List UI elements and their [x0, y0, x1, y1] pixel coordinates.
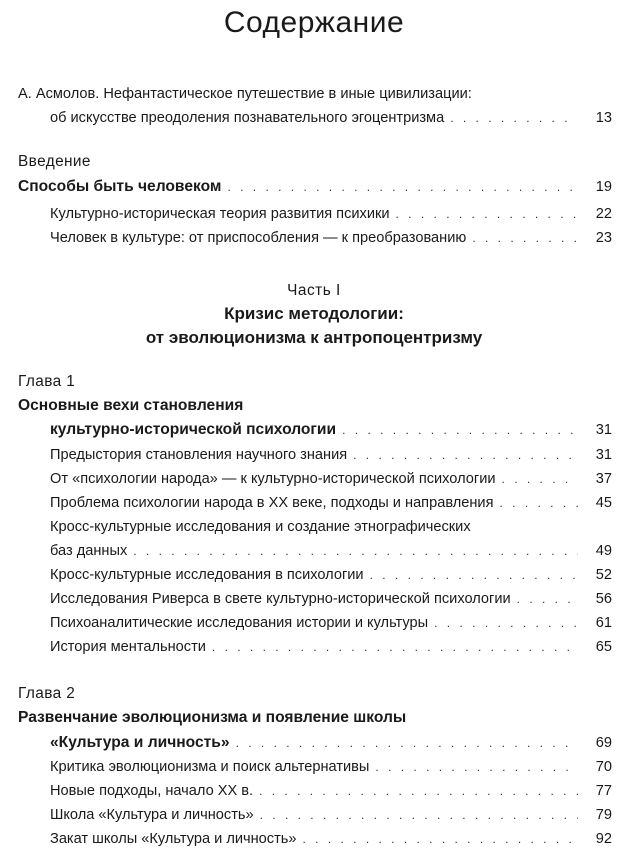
dot-leader — [212, 637, 578, 657]
part-label: Часть I — [287, 282, 341, 299]
toc-entry-ch1-4[interactable] — [50, 541, 612, 561]
toc-entry-ch1-1[interactable] — [50, 445, 612, 465]
toc-entry-title: Предыстория становления научного знания — [50, 447, 348, 463]
toc-entry-title: Критика эволюционизма и поиск альтернативы — [50, 759, 370, 775]
toc-entry-title: Человек в культуре: от приспособления — к преобразованию — [50, 230, 467, 246]
toc-entry-ch2-4[interactable] — [50, 829, 612, 849]
dot-leader — [227, 177, 578, 197]
toc-entry-title: От «психологии народа» — к культурно-исторической психологии — [50, 471, 496, 487]
chapter2-heading-line1: Развенчание эволюционизма и появление школы — [18, 709, 407, 726]
toc-entry-title: История ментальности — [50, 639, 206, 655]
toc-entry-ch2-1[interactable] — [50, 757, 612, 777]
toc-entry-chapter2[interactable] — [50, 733, 612, 753]
toc-entry-title: Школа «Культура и личность» — [50, 807, 254, 823]
dot-leader — [450, 108, 578, 128]
toc-entry-title: Исследования Риверса в свете культурно-исторической психологии — [50, 591, 511, 607]
toc-entry-page: 49 — [595, 543, 612, 559]
dot-leader — [342, 420, 578, 440]
toc-entry-chapter1[interactable] — [50, 420, 612, 440]
toc-entry-page: 79 — [595, 807, 612, 823]
toc-entry-page: 37 — [595, 471, 612, 487]
toc-entry-title: культурно-исторической психологии — [50, 421, 337, 438]
toc-entry-ch1-3[interactable] — [50, 493, 612, 513]
toc-entry-page: 19 — [595, 179, 612, 195]
toc-entry-page: 45 — [595, 495, 612, 511]
toc-entry-page: 70 — [595, 759, 612, 775]
toc-entry-ch1-7[interactable] — [50, 613, 612, 633]
toc-entry-page: 61 — [595, 615, 612, 631]
toc-entry-title: баз данных — [50, 543, 128, 559]
toc-entry-page: 23 — [595, 230, 612, 246]
dot-leader — [499, 493, 578, 513]
toc-entry-title: «Культура и личность» — [50, 734, 230, 751]
dot-leader — [259, 781, 578, 801]
dot-leader — [302, 829, 578, 849]
toc-entry-page: 65 — [595, 639, 612, 655]
toc-entry-page: 22 — [595, 206, 612, 222]
toc-entry-intro-2[interactable] — [50, 228, 612, 248]
dot-leader — [375, 757, 578, 777]
toc-entry-page: 92 — [595, 831, 612, 847]
foreword-title-line1: А. Асмолов. Нефантастическое путешествие в иные цивилизации: — [18, 86, 472, 102]
toc-entry-ch1-5[interactable] — [50, 565, 612, 585]
dot-leader — [370, 565, 578, 585]
dot-leader — [502, 469, 578, 489]
part-title-line1: Кризис методологии: — [224, 304, 404, 323]
dot-leader — [517, 589, 578, 609]
toc-entry-title: Способы быть человеком — [18, 178, 222, 195]
toc-entry-page: 77 — [595, 783, 612, 799]
toc-entry-ch1-8[interactable] — [50, 637, 612, 657]
dot-leader — [434, 613, 578, 633]
dot-leader — [353, 445, 578, 465]
dot-leader — [396, 204, 578, 224]
chapter1-label: Глава 1 — [18, 373, 76, 390]
toc-entry-ch2-3[interactable] — [50, 805, 612, 825]
dot-leader — [472, 228, 578, 248]
toc-entry-foreword[interactable] — [50, 108, 612, 128]
toc-entry-ch1-2[interactable] — [50, 469, 612, 489]
toc-entry-page: 56 — [595, 591, 612, 607]
part-title-line2: от эволюционизма к антропоцентризму — [145, 328, 483, 347]
toc-entry-intro[interactable] — [18, 177, 612, 197]
chapter1-heading-line1: Основные вехи становления — [18, 397, 244, 414]
dot-leader — [260, 805, 578, 825]
toc-entry-title: Закат школы «Культура и личность» — [50, 831, 297, 847]
toc-entry-page: 31 — [595, 422, 612, 438]
dot-leader — [236, 733, 578, 753]
toc-entry-page: 52 — [595, 567, 612, 583]
toc-entry-page: 31 — [595, 447, 612, 463]
toc-entry-ch2-2[interactable] — [50, 781, 612, 801]
toc-entry-title: Культурно-историческая теория развития психики — [50, 206, 390, 222]
intro-label: Введение — [18, 153, 91, 170]
toc-entry-page: 69 — [595, 735, 612, 751]
dot-leader — [133, 541, 578, 561]
toc-entry-title: Психоаналитические исследования истории и культуры — [50, 615, 429, 631]
chapter2-label: Глава 2 — [18, 685, 76, 702]
toc-entry-page: 13 — [595, 110, 612, 126]
toc-entry-ch1-6[interactable] — [50, 589, 612, 609]
toc-entry-ch1-4-line1: Кросс-культурные исследования и создание этнографических — [50, 519, 471, 535]
toc-entry-title: об искусстве преодоления познавательного эгоцентризма — [50, 110, 445, 126]
page-title: Содержание — [223, 6, 405, 39]
toc-entry-title: Кросс-культурные исследования в психологии — [50, 567, 364, 583]
toc-entry-title: Новые подходы, начало XX в. — [50, 783, 254, 799]
toc-entry-title: Проблема психологии народа в XX веке, подходы и направления — [50, 495, 494, 511]
toc-entry-intro-1[interactable] — [50, 204, 612, 224]
